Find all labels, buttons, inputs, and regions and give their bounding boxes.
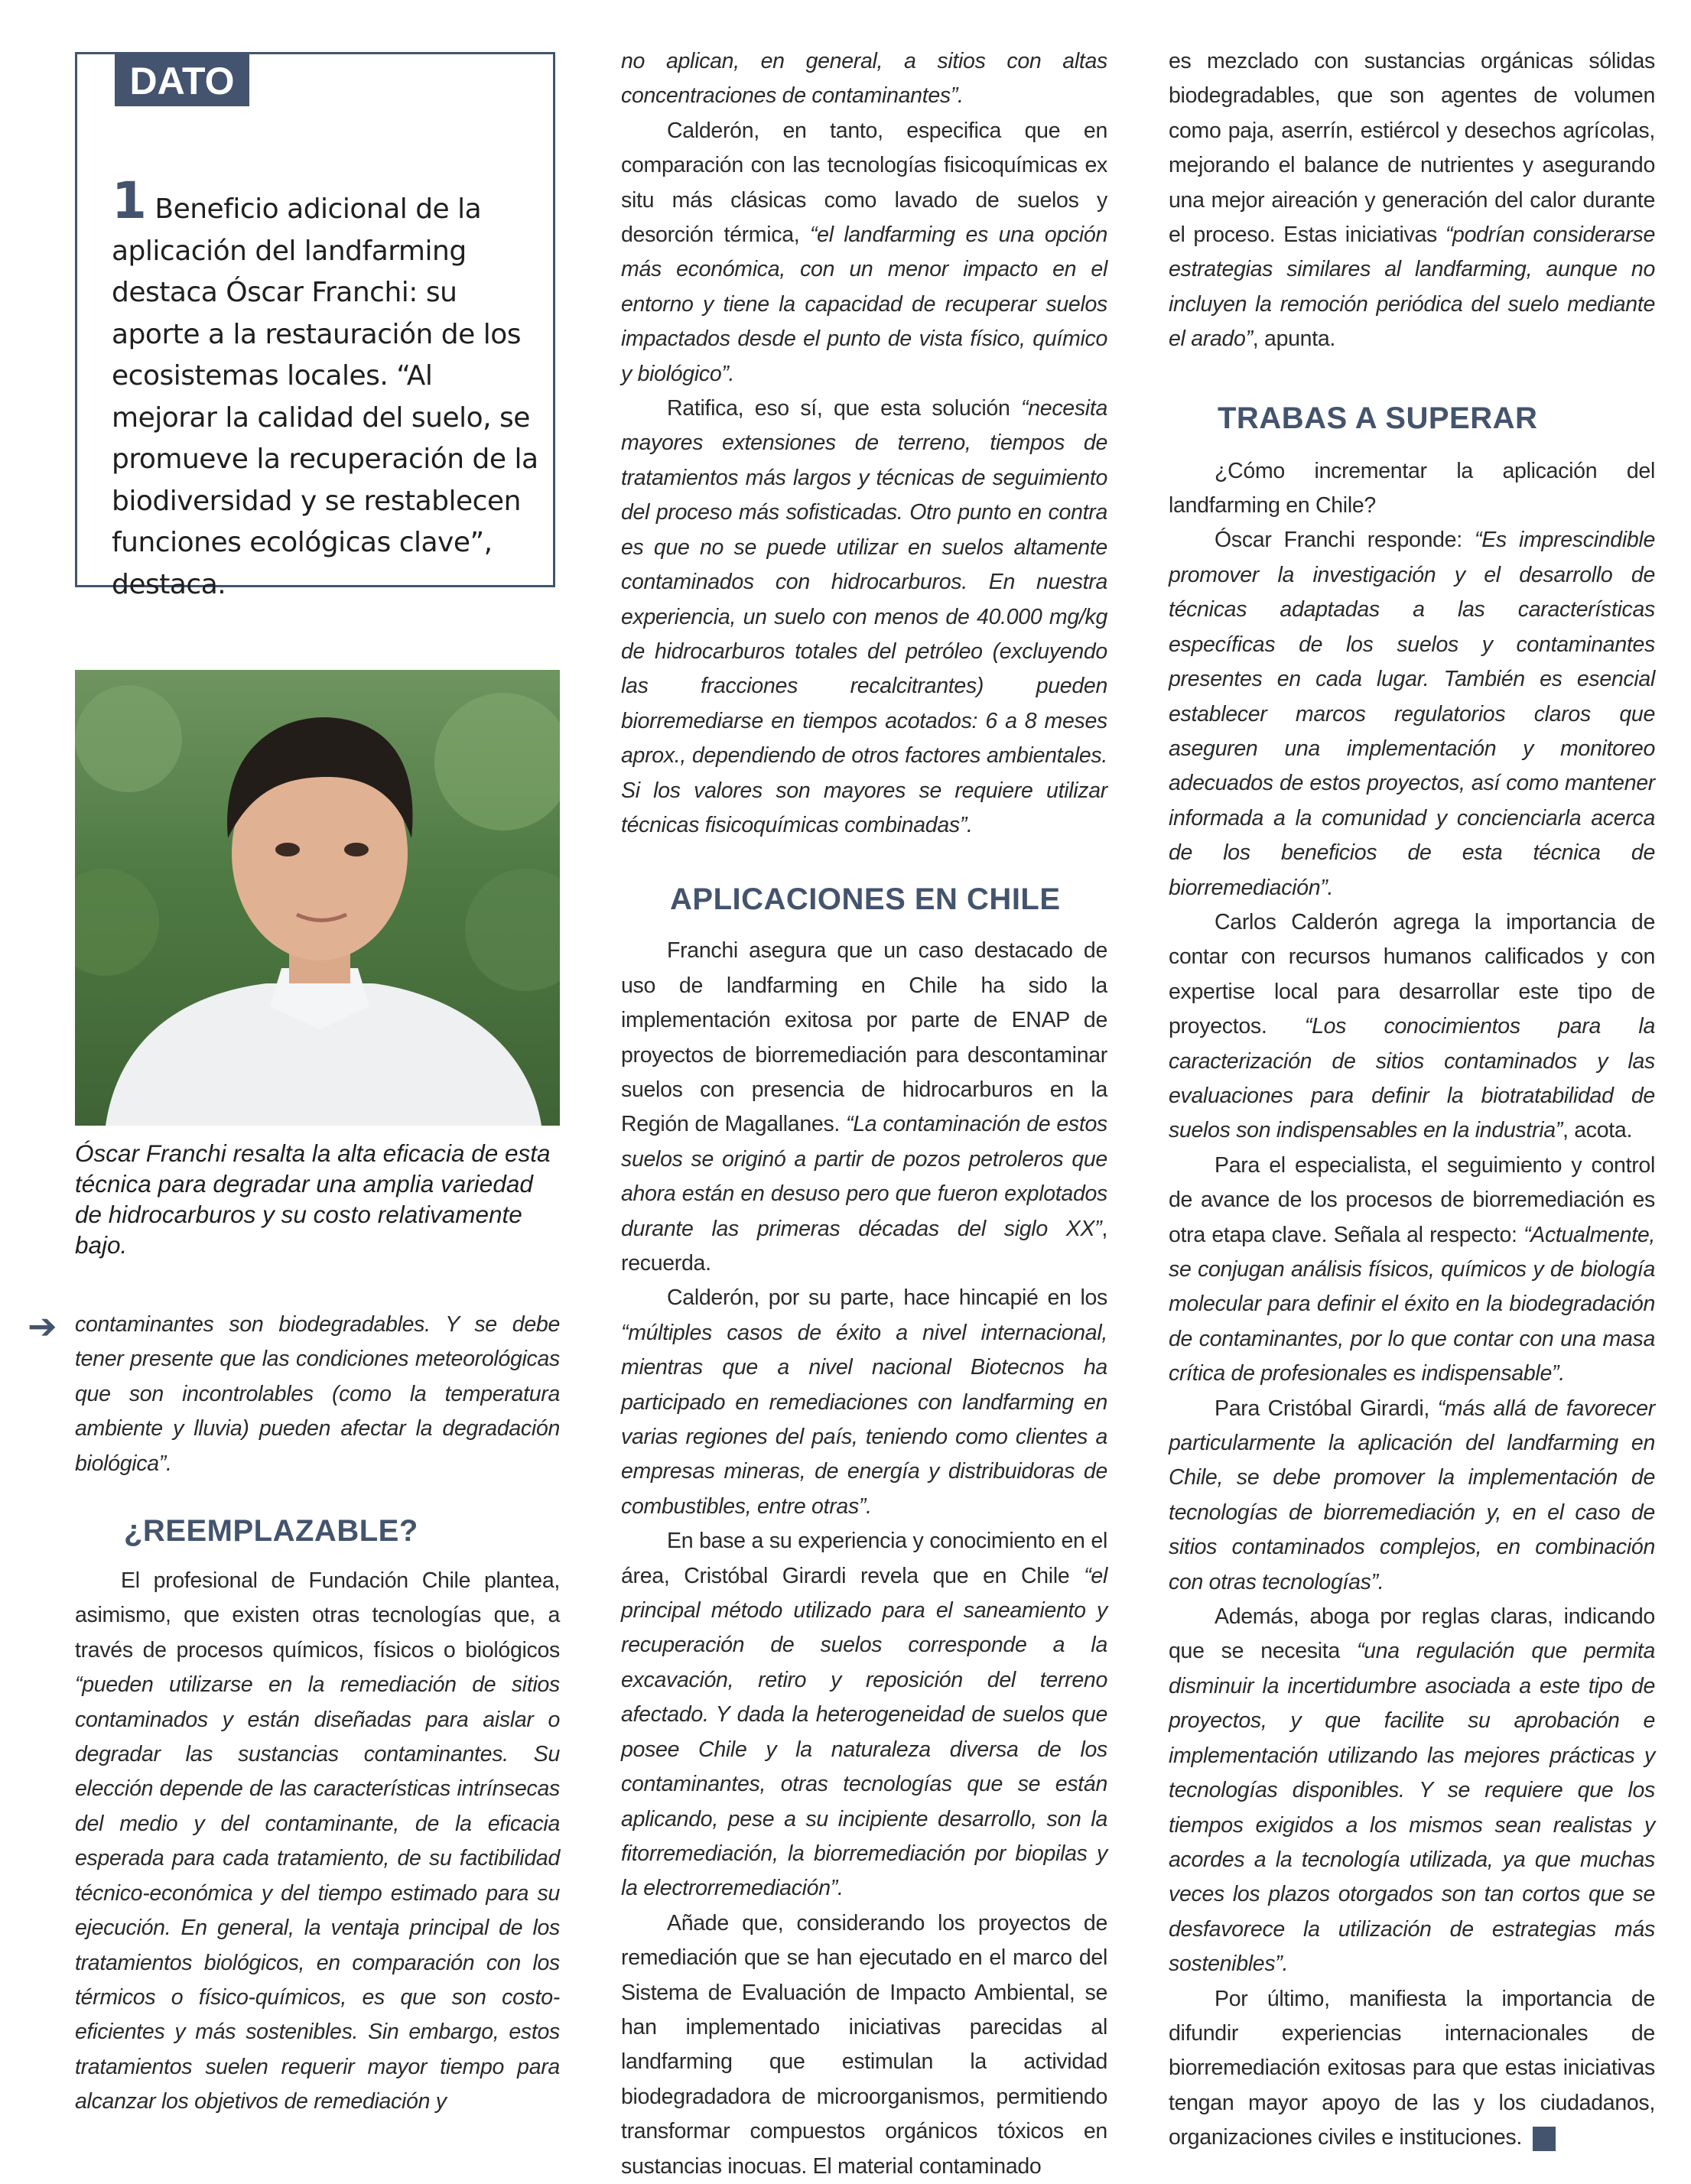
paragraph: Óscar Franchi responde: “Es imprescindible promover la investigación y el desarrollo de técnicas adaptadas a las características específicas de los suelos y contaminantes presentes en cada lugar. También es esencial establecer marcos regulatorios claros que aseguren una implementación y monitoreo adecuados de estos proyectos, así como mantener informada a la comunidad y concienciarla acerca de los beneficios de esta técnica de biorremediación”. <box>1169 528 1655 900</box>
paragraph: es mezclado con sustancias orgánicas sólidas biodegradables, que son agentes de volumen como paja, aserrín, estiércol y desechos agrícolas, mejorando el balance de nutrientes y asegurando una mejor aireación y generación del calor durante el proceso. Estas iniciativas “podrían considerarse estrategias similares al landfarming, aunque no incluyen la remoción periódica del suelo mediante el arado”, apunta. <box>1169 49 1655 352</box>
section-heading-reemplazable: ¿REEMPLAZABLE? <box>124 1514 418 1549</box>
paragraph: El profesional de Fundación Chile plantea, asimismo, que existen otras tecnologías que, a través de procesos químicos, físicos o biológicos “pueden utilizarse en la remediación de sitios contaminados y están diseñadas para aislar o degradar las sustancias contaminantes. Su elección depende de las características intrínsecas del medio y del contaminante, de la eficacia esperada para cada tratamiento, de su factibilidad técnico-económica y del tiempo estimado para su ejecución. En general, la ventaja principal de los tratamientos biológicos, en comparación con los térmicos o físico-químicos, es que son costo-eficientes y más sostenibles. Sin embargo, estos tratamientos suelen requerir mayor tiempo para alcanzar los objetivos de remediación y <box>75 1568 560 2114</box>
paragraph: Para Cristóbal Girardi, “más allá de favorecer particularmente la aplicación del landfarming en Chile, se debe promover la implementación de tecnologías de biorremediación y, en el caso de sitios contaminados complejos, en combinación con otras tecnologías”. <box>1169 1396 1655 1594</box>
portrait-photo <box>75 670 560 1126</box>
dato-body: Beneficio adicional de la aplicación del landfarming destaca Óscar Franchi: su aporte a la restauración de los ecosistemas locales. “Al mejorar la calidad del suelo, se promueve la recuperación de la biodiversidad y se restablecen funciones ecológicas clave”, destaca. <box>112 193 538 600</box>
portrait-illustration <box>75 670 560 1126</box>
paragraph: Franchi asegura que un caso destacado de uso de landfarming en Chile ha sido la implementación exitosa por parte de ENAP de proyectos de biorremediación para descontaminar suelos con presencia de hidrocarburos en la Región de Magallanes. “La contaminación de estos suelos se originó a partir de pozos petroleros que ahora están en desuso pero que fueron explotados durante las primeras décadas del siglo XX”, recuerda. <box>621 938 1107 1276</box>
paragraph: no aplican, en general, a sitios con altas concentraciones de contaminantes”. <box>621 49 1107 109</box>
photo-caption: Óscar Franchi resalta la alta eficacia de esta técnica para degradar una amplia variedad de hidrocarburos y su costo relativamente bajo. <box>75 1139 551 1259</box>
continue-arrow-icon: ➔ <box>28 1305 57 1347</box>
dato-text <box>112 171 540 606</box>
paragraph: Además, aboga por reglas claras, indicando que se necesita “una regulación que permita disminuir la incertidumbre asociada a este tipo de proyectos, y que facilite su aprobación e implementación utilizando las mejores prácticas y tecnologías disponibles. Y se requiere que los tiempos exigidos a los mismos sean realistas y acordes a la tecnología utilizada, ya que muchas veces los plazos otorgados son tan cortos que se desfavorece la utilización de estrategias más sostenibles”. <box>1169 1604 1655 1977</box>
column-3 <box>1169 44 1655 2156</box>
column-1 <box>75 1308 560 2120</box>
continued-quote: contaminantes son biodegradables. Y se debe tener presente que las condiciones meteorológicas que son incontrolables (como la temperatura ambiente y lluvia) pueden afectar la degradación biológica”. <box>75 1312 560 1476</box>
paragraph: Calderón, en tanto, especifica que en comparación con las tecnologías fisicoquímicas ex situ más clásicas como lavado de suelos y desorción térmica, “el landfarming es una opción más económica, con un menor impacto en el entorno y tiene la capacidad de recuperar suelos impactados desde el punto de vista físico, químico y biológico”. <box>621 118 1108 386</box>
paragraph: Añade que, considerando los proyectos de remediación que se han ejecutado en el marco del Sistema de Evaluación de Impacto Ambiental, se han implementado iniciativas parecidas al landfarming que estimulan la actividad biodegradadora de microorganismos, permitiendo transformar compuestos orgánicos tóxicos en sustancias inocuas. El material contaminado <box>621 1910 1107 2179</box>
dato-box <box>75 52 555 600</box>
paragraph: En base a su experiencia y conocimiento en el área, Cristóbal Girardi revela que en Chile “el principal método utilizado para el saneamiento y recuperación de suelos corresponde a la excavación, retiro y reposición del terreno afectado. Y dada la heterogeneidad de suelos que posee Chile y la naturaleza diversa de los contaminantes, otras tecnologías que se están aplicando, pese a su incipiente desarrollo, son la fitorremediación, la biorremediación por biopilas y la electrorremediación”. <box>621 1529 1107 1901</box>
paragraph: Ratifica, eso sí, que esta solución “necesita mayores extensiones de terreno, tiempos de tratamientos más largos y técnicas de seguimiento del proceso más sofisticadas. Otro punto en contra es que no se puede utilizar en suelos altamente contaminados con hidrocarburos. En nuestra experiencia, un suelo con menos de 40.000 mg/kg de hidrocarburos totales del petróleo (excluyendo las fracciones recalcitrantes) pueden biorremediarse en tiempos acotados: 6 a 8 meses aprox., dependiendo de otros factores ambientales. Si los valores son mayores se requiere utilizar técnicas fisicoquímicas combinadas”. <box>621 396 1107 837</box>
paragraph: Carlos Calderón agrega la importancia de contar con recursos humanos calificados y con expertise local para desarrollar este tipo de proyectos. “Los conocimientos para la caracterización de sitios contaminados y las evaluaciones para definir la biotratabilidad de suelos son indispensables en la industria”, acota. <box>1169 909 1655 1143</box>
dato-label: DATO <box>115 54 249 106</box>
paragraph: Calderón, por su parte, hace hincapié en los “múltiples casos de éxito a nivel internacional, mientras que a nivel nacional Biotecnos ha participado en remediaciones con landfarming en varias regiones del país, teniendo como clientes a empresas mineras, de energía y distribuidoras de combustibles, entre otras”. <box>621 1285 1107 1519</box>
end-mark-logo: LA <box>1533 2127 1556 2151</box>
section-heading-aplicaciones: APLICACIONES EN CHILE <box>670 882 1061 917</box>
paragraph: Para el especialista, el seguimiento y control de avance de los procesos de biorremediación es otra etapa clave. Señala al respecto: “Actualmente, se conjugan análisis físicos, químicos y de biología molecular para definir el éxito en la biodegradación de contaminantes, por lo que contar con una masa crítica de profesionales es indispensable”. <box>1169 1152 1655 1386</box>
dato-number: 1 <box>112 171 147 230</box>
section-heading-trabas: TRABAS A SUPERAR <box>1218 401 1538 435</box>
paragraph: ¿Cómo incrementar la aplicación del landfarming en Chile? <box>1169 458 1655 518</box>
column-2 <box>621 44 1107 2184</box>
paragraph: Por último, manifiesta la importancia de difundir experiencias internacionales de biorremediación exitosas para que estas iniciativas tengan mayor apoyo de las y los ciudadanos, organizaciones civiles e instituciones. LA <box>1169 1986 1655 2150</box>
